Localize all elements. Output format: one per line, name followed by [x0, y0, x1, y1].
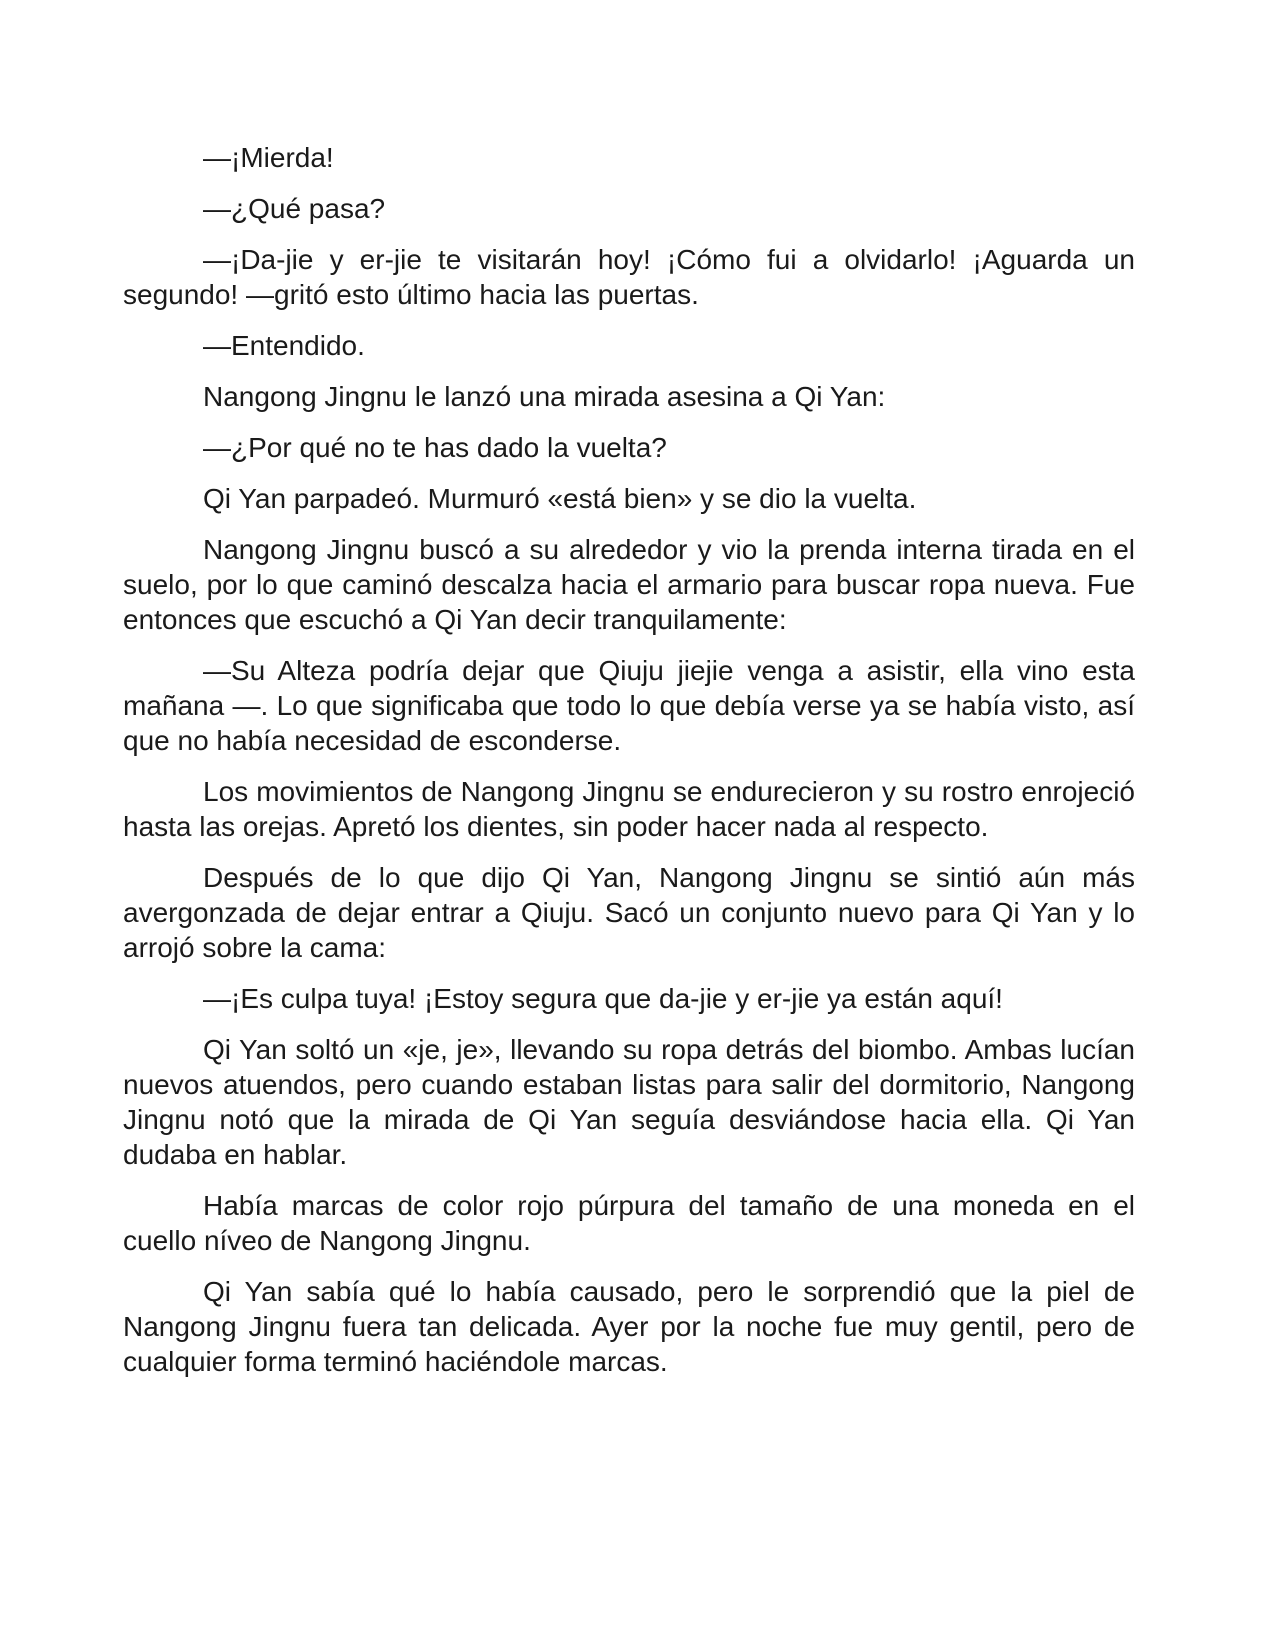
paragraph: Qi Yan sabía qué lo había causado, pero le sorprendió que la piel de Nangong Jingnu fuera tan delicada. Ayer por la noche fue muy gentil, pero de cualquier forma terminó haciéndole marcas.: [123, 1276, 1135, 1377]
paragraph: —¡Es culpa tuya! ¡Estoy segura que da-jie y er-jie ya están aquí!: [203, 983, 1003, 1014]
paragraph: —Entendido.: [203, 330, 365, 361]
paragraph: Después de lo que dijo Qi Yan, Nangong Jingnu se sintió aún más avergonzada de dejar entrar a Qiuju. Sacó un conjunto nuevo para Qi Yan y lo arrojó sobre la cama:: [123, 862, 1135, 963]
document-page: [123, 140, 1135, 1395]
paragraph: Nangong Jingnu buscó a su alrededor y vio la prenda interna tirada en el suelo, por lo que caminó descalza hacia el armario para buscar ropa nueva. Fue entonces que escuchó a Qi Yan decir tranquilamente:: [123, 534, 1135, 635]
paragraph: Había marcas de color rojo púrpura del tamaño de una moneda en el cuello níveo de Nangong Jingnu.: [123, 1190, 1135, 1256]
paragraph: Qi Yan parpadeó. Murmuró «está bien» y se dio la vuelta.: [203, 483, 917, 514]
paragraph: —¡Da-jie y er-jie te visitarán hoy! ¡Cómo fui a olvidarlo! ¡Aguarda un segundo! —gritó esto último hacia las puertas.: [123, 244, 1135, 310]
paragraph: —Su Alteza podría dejar que Qiuju jiejie venga a asistir, ella vino esta mañana —. Lo que significaba que todo lo que debía verse ya se había visto, así que no había necesidad de esconderse.: [123, 655, 1135, 756]
paragraph: —¿Qué pasa?: [203, 193, 386, 224]
paragraph: Nangong Jingnu le lanzó una mirada asesina a Qi Yan:: [203, 381, 886, 412]
paragraph: Qi Yan soltó un «je, je», llevando su ropa detrás del biombo. Ambas lucían nuevos atuendos, pero cuando estaban listas para salir del dormitorio, Nangong Jingnu notó que la mirada de Qi Yan seguía desviándose hacia ella. Qi Yan dudaba en hablar.: [123, 1034, 1135, 1170]
paragraph: —¡Mierda!: [203, 142, 334, 173]
paragraph: Los movimientos de Nangong Jingnu se endurecieron y su rostro enrojeció hasta las orejas. Apretó los dientes, sin poder hacer nada al respecto.: [123, 776, 1135, 842]
paragraph: —¿Por qué no te has dado la vuelta?: [203, 432, 667, 463]
